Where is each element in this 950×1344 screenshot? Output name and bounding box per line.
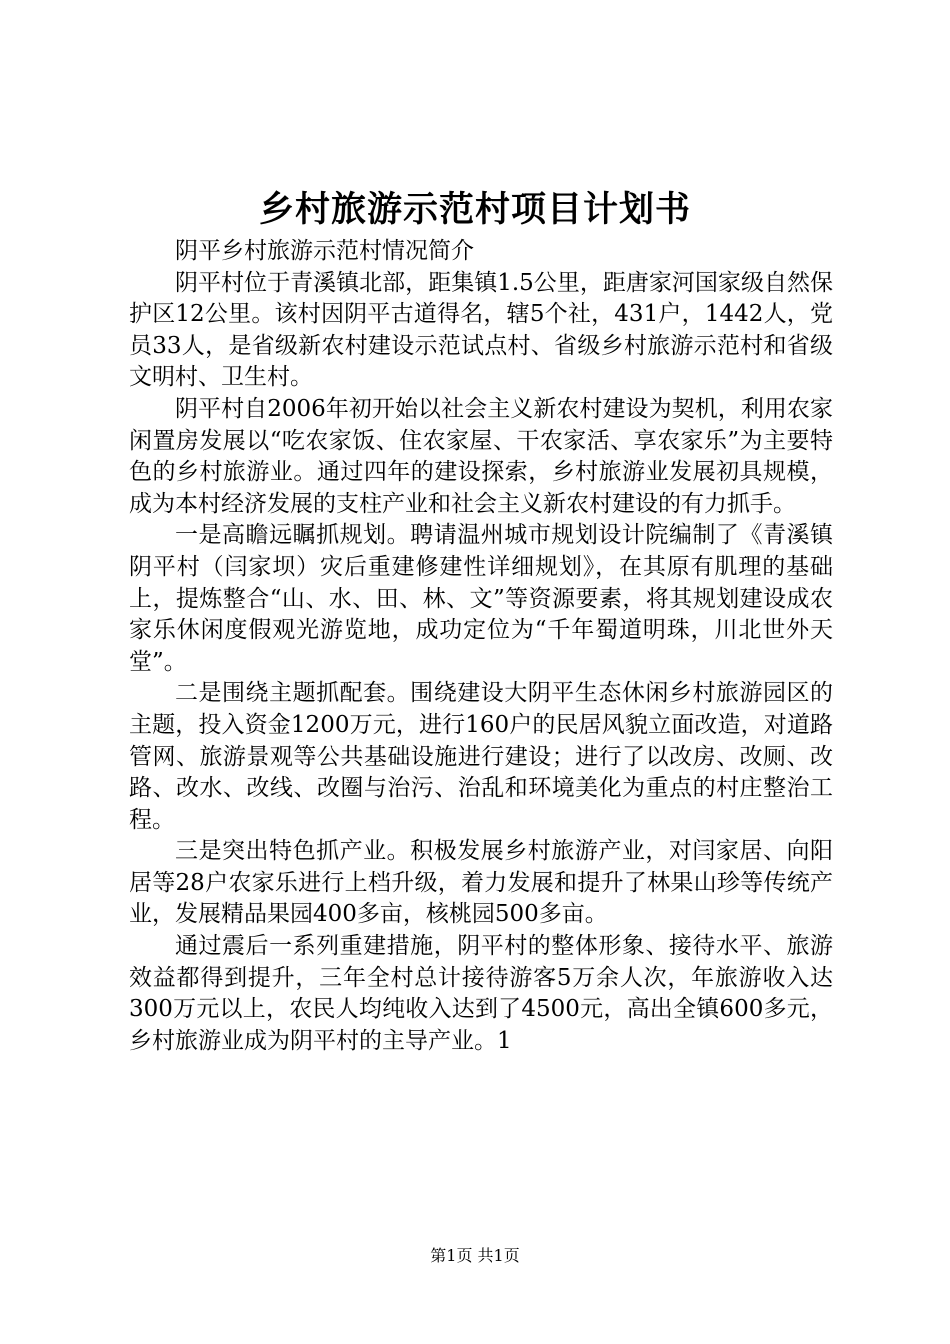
page-number-footer: 第1页 共1页	[430, 1246, 520, 1265]
paragraph-facilities: 二是围绕主题抓配套。围绕建设大阴平生态休闲乡村旅游园区的主题，投入资金1200万元，进行160户的民居风貌立面改造，对道路管网、旅游景观等公共基础设施进行建设；进行了以改房、改厕、改路、改水、改线、改圈与治污、治乱和环境美化为重点的村庄整治工程。	[129, 680, 833, 833]
paragraph-results: 通过震后一系列重建措施，阴平村的整体形象、接待水平、旅游效益都得到提升，三年全村总计接待游客5万余人次，年旅游收入达300万元以上，农民人均纯收入达到了4500元，高出全镇600多元，乡村旅游业成为阴平村的主导产业。1	[129, 933, 833, 1054]
section-subheading: 阴平乡村旅游示范村情况简介	[175, 238, 474, 264]
paragraph-development: 阴平村自2006年初开始以社会主义新农村建设为契机，利用农家闲置房发展以“吃农家饭、住农家屋、干农家活、享农家乐”为主要特色的乡村旅游业。通过四年的建设探索，乡村旅游业发展初具规模，成为本村经济发展的支柱产业和社会主义新农村建设的有力抓手。	[129, 395, 833, 517]
document-title: 乡村旅游示范村项目计划书	[258, 189, 691, 230]
document-body	[129, 236, 833, 1057]
paragraph-planning: 一是高瞻远瞩抓规划。聘请温州城市规划设计院编制了《青溪镇阴平村（闫家坝）灾后重建修建性详细规划》，在其原有肌理的基础上，提炼整合“山、水、田、林、文”等资源要素，将其规划建设成农家乐休闲度假观光游览地，成功定位为“千年蜀道明珠，川北世外天堂”。	[129, 522, 833, 675]
paragraph-industry: 三是突出特色抓产业。积极发展乡村旅游产业，对闫家居、向阳居等28户农家乐进行上档升级，着力发展和提升了林果山珍等传统产业，发展精品果园400多亩，核桃园500多亩。	[129, 838, 833, 928]
paragraph-intro: 阴平村位于青溪镇北部，距集镇1.5公里，距唐家河国家级自然保护区12公里。该村因阴平古道得名，辖5个社，431户，1442人，党员33人，是省级新农村建设示范试点村、省级乡村旅游示范村和省级文明村、卫生村。	[129, 269, 833, 391]
